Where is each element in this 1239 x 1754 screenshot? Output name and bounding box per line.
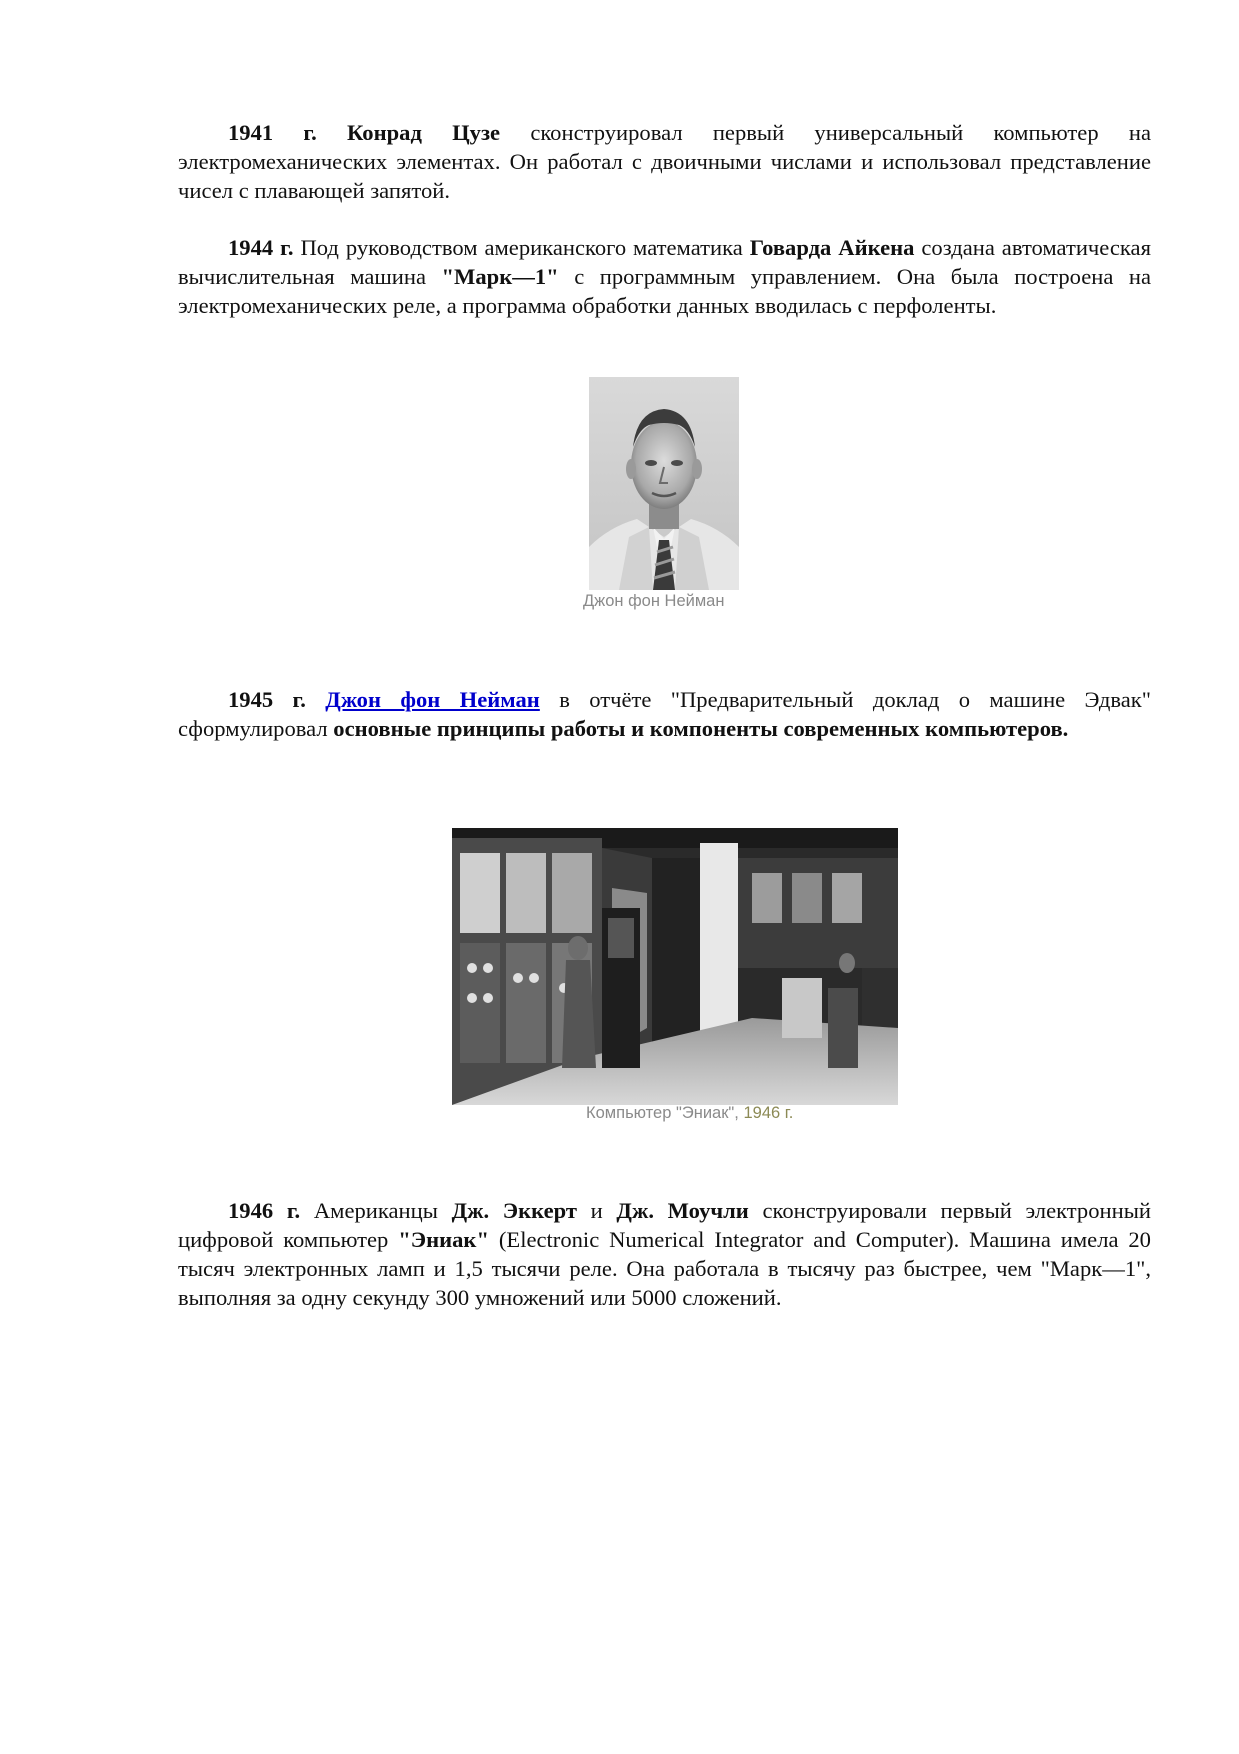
von-neumann-photo (589, 377, 739, 590)
machine-mark1: "Марк—1" (441, 264, 559, 289)
person-eckert: Дж. Эккерт (451, 1198, 577, 1223)
principles-bold: основные принципы работы и компоненты современных компьютеров. (333, 716, 1069, 741)
year-1945: 1945 г. (228, 687, 306, 712)
text-1946-d: (Electronic Numerical Integrator and Computer). Машина имела 20 тысяч электронных ламп и 1,5 тысячи реле. Она работала в тысячу раз быстрее, чем "Марк—1", выполняя за одну секунду 300 умножений или 5000 сложений. (178, 1227, 1151, 1310)
eniac-caption-text: Компьютер "Эниак", (586, 1104, 739, 1122)
person-mauchly: Дж. Моучли (616, 1198, 749, 1223)
paragraph-1941 (178, 118, 1151, 205)
text-1944-c: с программным управлением. Она была построена на электромеханических реле, а программа обработки данных вводилась с перфоленты. (178, 264, 1151, 318)
eniac-caption-year: 1946 г. (743, 1104, 794, 1122)
paragraph-1945 (178, 685, 1151, 743)
paragraph-1944 (178, 233, 1151, 320)
eniac-caption (586, 1104, 793, 1123)
eniac-photo (452, 828, 898, 1105)
person-aiken: Говарда Айкена (749, 235, 915, 260)
text-1946-a: Американцы (313, 1198, 438, 1223)
von-neumann-caption: Джон фон Нейман (583, 592, 725, 610)
machine-eniac: "Эниак" (398, 1227, 489, 1252)
year-1946: 1946 г. (228, 1198, 301, 1223)
text-1944-a: Под руководством американского математика (300, 235, 743, 260)
von-neumann-link[interactable]: Джон фон Нейман (325, 687, 540, 712)
text-1945-a: в отчёте "Предварительный доклад о машине Эдвак" сформулировал (178, 687, 1152, 741)
eniac-image (452, 828, 898, 1105)
paragraph-1946 (178, 1196, 1151, 1312)
year-1941: 1941 г. (228, 120, 317, 145)
portrait-image (589, 377, 739, 590)
person-zuse: Конрад Цузе (347, 120, 501, 145)
text-1946-b: и (590, 1198, 603, 1223)
text-1941: сконструировал первый универсальный компьютер на электромеханических элементах. Он работал с двоичными числами и использовал представление чисел с плавающей запятой. (178, 120, 1151, 203)
text-1944-b: создана автоматическая вычислительная машина (178, 235, 1151, 289)
year-1944: 1944 г. (228, 235, 294, 260)
text-1946-c: сконструировали первый электронный цифровой компьютер (178, 1198, 1151, 1252)
